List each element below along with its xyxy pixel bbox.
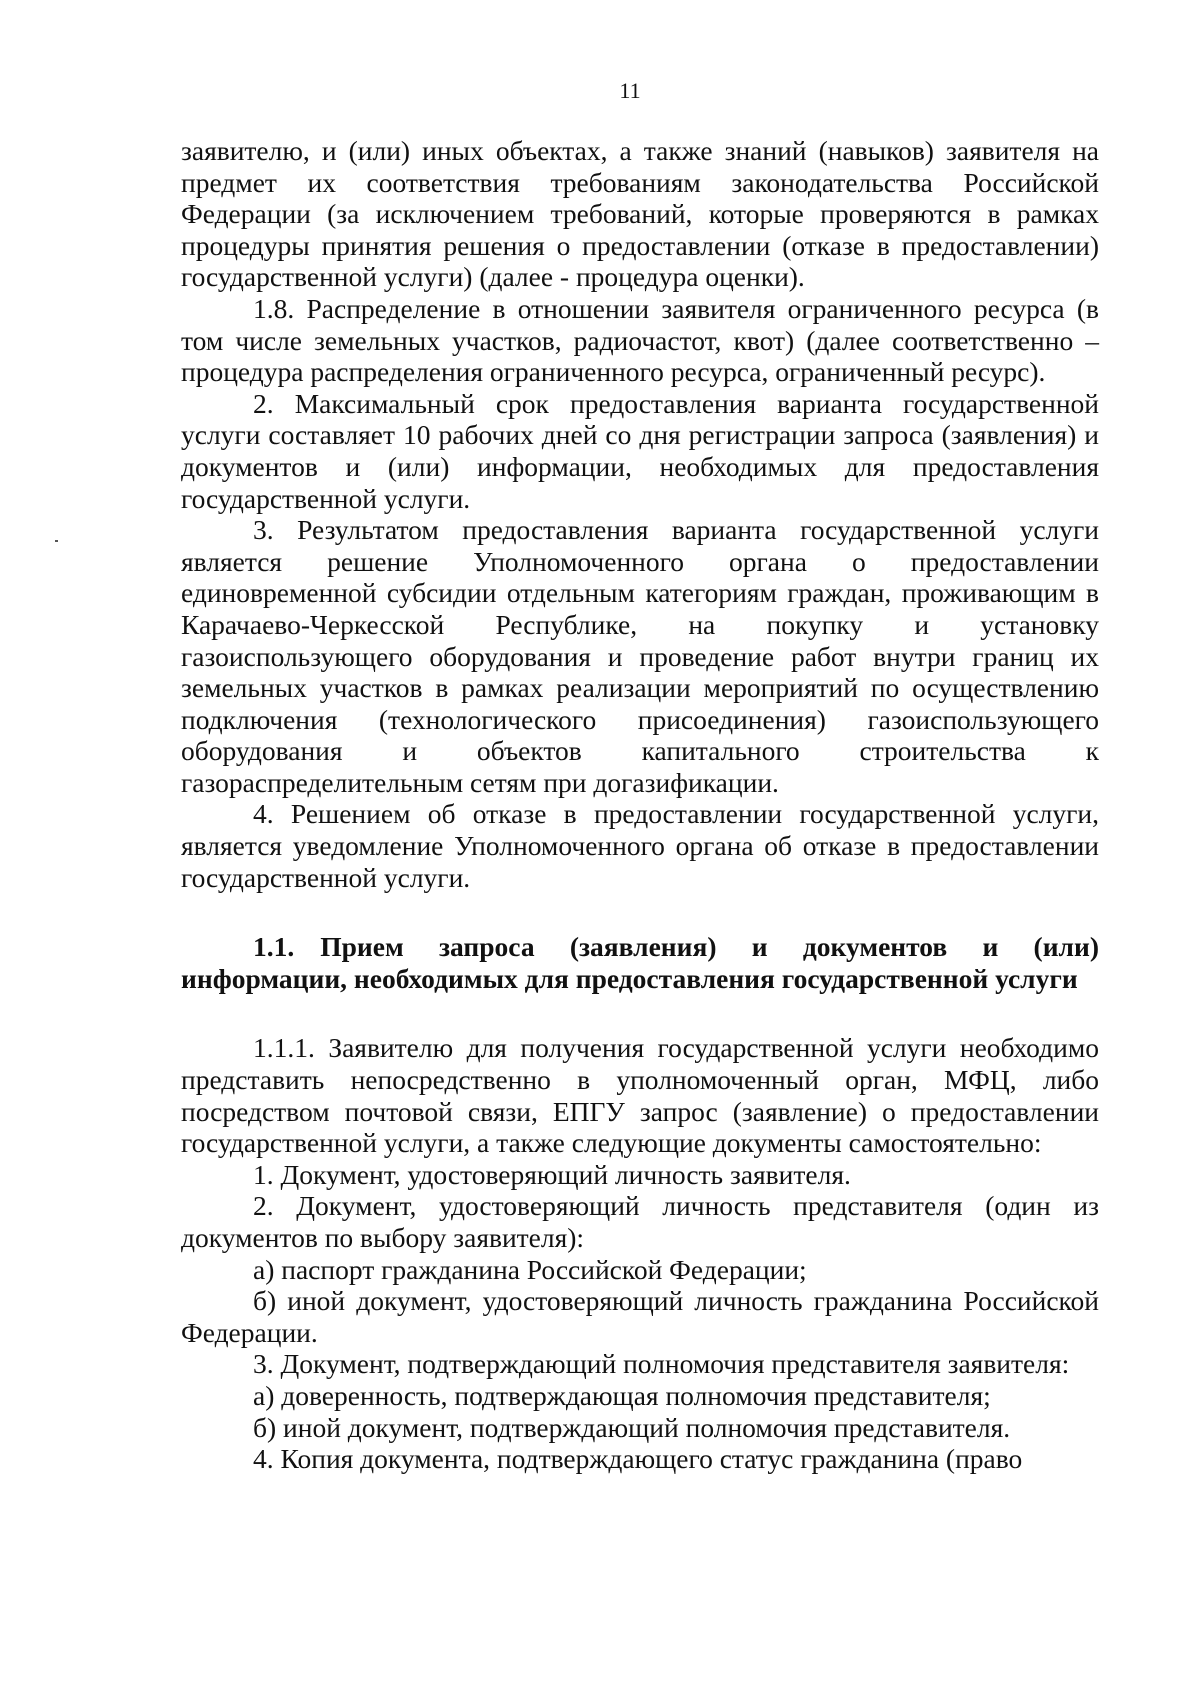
list-item: а) доверенность, подтверждающая полномочия представителя; bbox=[253, 1379, 991, 1411]
list-item: 4. Копия документа, подтверждающего статус гражданина (право bbox=[253, 1443, 1023, 1475]
paragraph-2: 2. Максимальный срок предоставления варианта государственной услуги составляет 10 рабочих дней со дня регистрации запроса (заявления) и документов и (или) информации, необходимых для предоставления государственной услуги. bbox=[181, 387, 1099, 514]
list-item: б) иной документ, подтверждающий полномочия представителя. bbox=[253, 1411, 1011, 1443]
paragraph-3: 3. Результатом предоставления варианта государственной услуги является решение Уполномоченного органа о предоставлении единовременной субсидии отдельным категориям граждан, проживающим в Карачаево-Черкесской Республике, на покупку и установку газоиспользующего оборудования и проведение работ внутри границ их земельных участков в рамках реализации мероприятий по осуществлению подключения (технологического присоединения) газоиспользующего оборудования и объектов капитального строительства к газораспределительным сетям при догазификации. bbox=[181, 514, 1099, 798]
section-heading-number: 1.1. bbox=[253, 931, 295, 963]
list-item: б) иной документ, удостоверяющий личность гражданина Российской Федерации. bbox=[181, 1285, 1099, 1348]
section-heading bbox=[181, 931, 1099, 994]
document-body bbox=[181, 135, 1099, 1475]
page-number: 11 bbox=[619, 78, 641, 103]
paragraph-4: 4. Решением об отказе в предоставлении государственной услуги, является уведомление Уполномоченного органа об отказе в предоставлении государственной услуги. bbox=[181, 798, 1099, 893]
list-item: 1. Документ, удостоверяющий личность заявителя. bbox=[253, 1158, 851, 1190]
scan-artifact bbox=[55, 540, 58, 542]
paragraph-1-1-1: 1.1.1. Заявителю для получения государственной услуги необходимо представить непосредственно в уполномоченный орган, МФЦ, либо посредством почтовой связи, ЕПГУ запрос (заявление) о предоставлении государственной услуги, а также следующие документы самостоятельно: bbox=[181, 1032, 1099, 1159]
paragraph-1-8: 1.8. Распределение в отношении заявителя ограниченного ресурса (в том числе земельных участков, радиочастот, квот) (далее соответственно – процедура распределения ограниченного ресурса, ограниченный ресурс). bbox=[181, 292, 1099, 388]
list-item: 3. Документ, подтверждающий полномочия представителя заявителя: bbox=[253, 1348, 1070, 1380]
paragraph-continuation: заявителю, и (или) иных объектах, а также знаний (навыков) заявителя на предмет их соответствия требованиям законодательства Российской Федерации (за исключением требований, которые проверяются в рамках процедуры принятия решения о предоставлении (отказе в предоставлении) государственной услуги) (далее - процедура оценки). bbox=[181, 135, 1099, 293]
list-item: а) паспорт гражданина Российской Федерации; bbox=[253, 1253, 807, 1285]
section-heading-text: Прием запроса (заявления) и документов и (или) информации, необходимых для предоставления государственной услуги bbox=[181, 931, 1099, 994]
list-item: 2. Документ, удостоверяющий личность представителя (один из документов по выбору заявителя): bbox=[181, 1190, 1099, 1253]
